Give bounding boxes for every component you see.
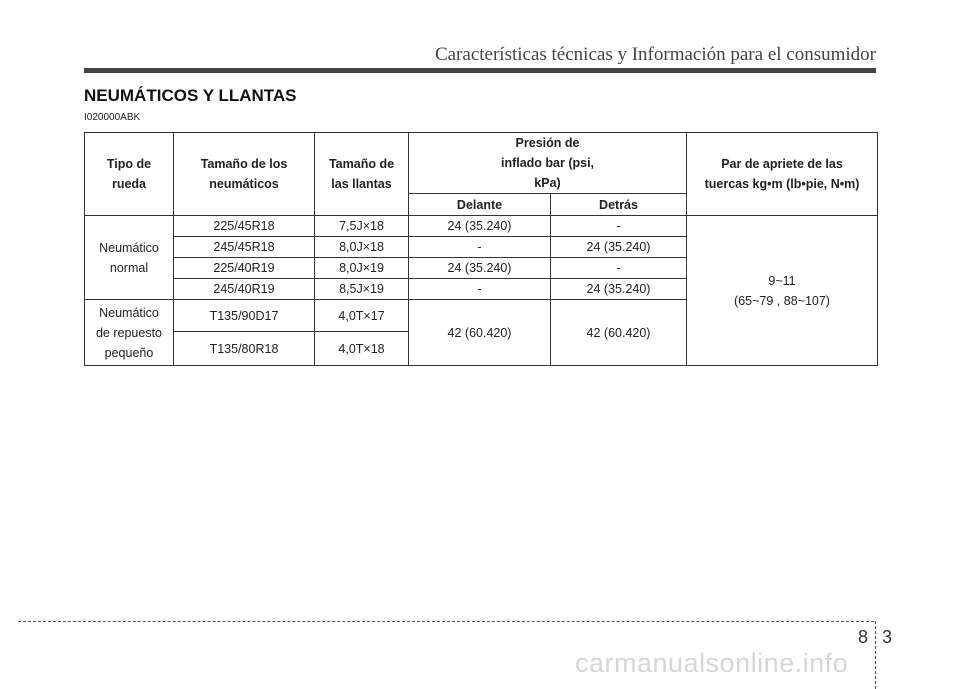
wheel-size-cell: 8,5J×19 — [315, 279, 409, 300]
section-code: I020000ABK — [84, 112, 141, 123]
header-front: Delante — [409, 194, 551, 216]
spare-rear-pressure-cell: 42 (60.420) — [551, 300, 687, 366]
header-tire-size: Tamaño de los neumáticos — [174, 133, 315, 216]
rear-pressure-cell: - — [551, 216, 687, 237]
header-rule — [84, 68, 876, 73]
wheel-size-cell: 8,0J×19 — [315, 258, 409, 279]
torque-value: 9~11 — [768, 273, 796, 288]
rear-pressure-cell: - — [551, 258, 687, 279]
group-spare: Neumático de repuesto pequeño — [85, 300, 174, 366]
rear-pressure-cell: 24 (35.240) — [551, 237, 687, 258]
wheel-size-cell: 8,0J×18 — [315, 237, 409, 258]
tire-size-cell: T135/80R18 — [174, 332, 315, 366]
front-pressure-cell: - — [409, 279, 551, 300]
table-row — [85, 216, 878, 237]
spare-front-pressure-cell: 42 (60.420) — [409, 300, 551, 366]
torque-detail: (65~79 , 88~107) — [734, 293, 830, 308]
header-tire-type: Tipo de rueda — [85, 133, 174, 216]
tire-size-cell: 225/45R18 — [174, 216, 315, 237]
section-title: NEUMÁTICOS Y LLANTAS — [84, 86, 297, 105]
footer-dashed-divider — [875, 621, 876, 689]
watermark-text: carmanualsonline.info — [575, 648, 849, 678]
footer-dashed-rule — [18, 621, 874, 622]
rear-pressure-cell: 24 (35.240) — [551, 279, 687, 300]
torque-cell — [687, 216, 878, 366]
table-header-row — [85, 133, 878, 194]
group-normal: Neumático normal — [85, 216, 174, 300]
tire-size-cell: T135/90D17 — [174, 300, 315, 332]
tire-size-cell: 225/40R19 — [174, 258, 315, 279]
section-number: 8 — [858, 627, 869, 647]
front-pressure-cell: 24 (35.240) — [409, 216, 551, 237]
tire-spec-table — [84, 132, 878, 366]
header-pressure: Presión de inflado bar (psi, kPa) — [409, 133, 687, 194]
front-pressure-cell: - — [409, 237, 551, 258]
wheel-size-cell: 4,0T×18 — [315, 332, 409, 366]
wheel-size-cell: 4,0T×17 — [315, 300, 409, 332]
header-wheel-size: Tamaño de las llantas — [315, 133, 409, 216]
wheel-size-cell: 7,5J×18 — [315, 216, 409, 237]
front-pressure-cell: 24 (35.240) — [409, 258, 551, 279]
header-torque: Par de apriete de las tuercas kg•m (lb•pie, N•m) — [687, 133, 878, 216]
tire-size-cell: 245/45R18 — [174, 237, 315, 258]
tire-size-cell: 245/40R19 — [174, 279, 315, 300]
header-rear: Detrás — [551, 194, 687, 216]
page-number: 3 — [882, 627, 893, 647]
page-header-title: Características técnicas y Información para el consumidor — [434, 44, 876, 65]
